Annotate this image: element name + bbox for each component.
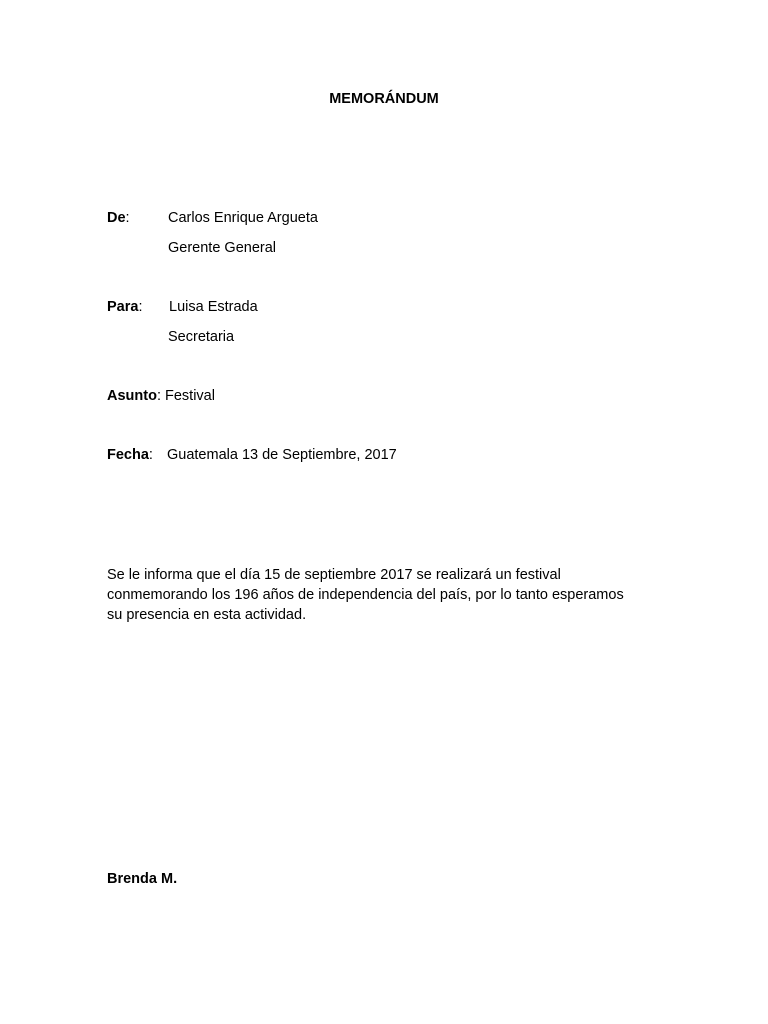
- date-value: Guatemala 13 de Septiembre, 2017: [167, 447, 397, 463]
- from-name: Carlos Enrique Argueta: [168, 210, 318, 226]
- to-colon: :: [138, 299, 143, 315]
- to-name: Luisa Estrada: [169, 299, 258, 315]
- memo-body: [107, 565, 667, 625]
- body-line: Se le informa que el día 15 de septiembre 2017 se realizará un festival: [107, 567, 561, 583]
- to-label-row: [107, 299, 142, 315]
- memo-title: MEMORÁNDUM: [329, 91, 439, 107]
- date-label: Fecha: [107, 447, 149, 463]
- body-line: su presencia en esta actividad.: [107, 607, 307, 623]
- to-label: Para: [107, 299, 139, 315]
- signature: Brenda M.: [107, 871, 178, 887]
- date-label-row: [107, 447, 153, 463]
- date-colon: :: [148, 447, 153, 463]
- subject-label: Asunto: [107, 388, 157, 404]
- subject-value: Festival: [165, 388, 215, 404]
- from-role: Gerente General: [168, 240, 277, 256]
- subject-colon: :: [156, 388, 165, 404]
- subject-row: [107, 388, 215, 404]
- body-line: conmemorando los 196 años de independencia del país, por lo tanto esperamos: [107, 587, 624, 603]
- from-colon: :: [125, 210, 130, 226]
- from-label-row: [107, 210, 130, 226]
- from-label: De: [107, 210, 126, 226]
- to-role: Secretaria: [168, 329, 235, 345]
